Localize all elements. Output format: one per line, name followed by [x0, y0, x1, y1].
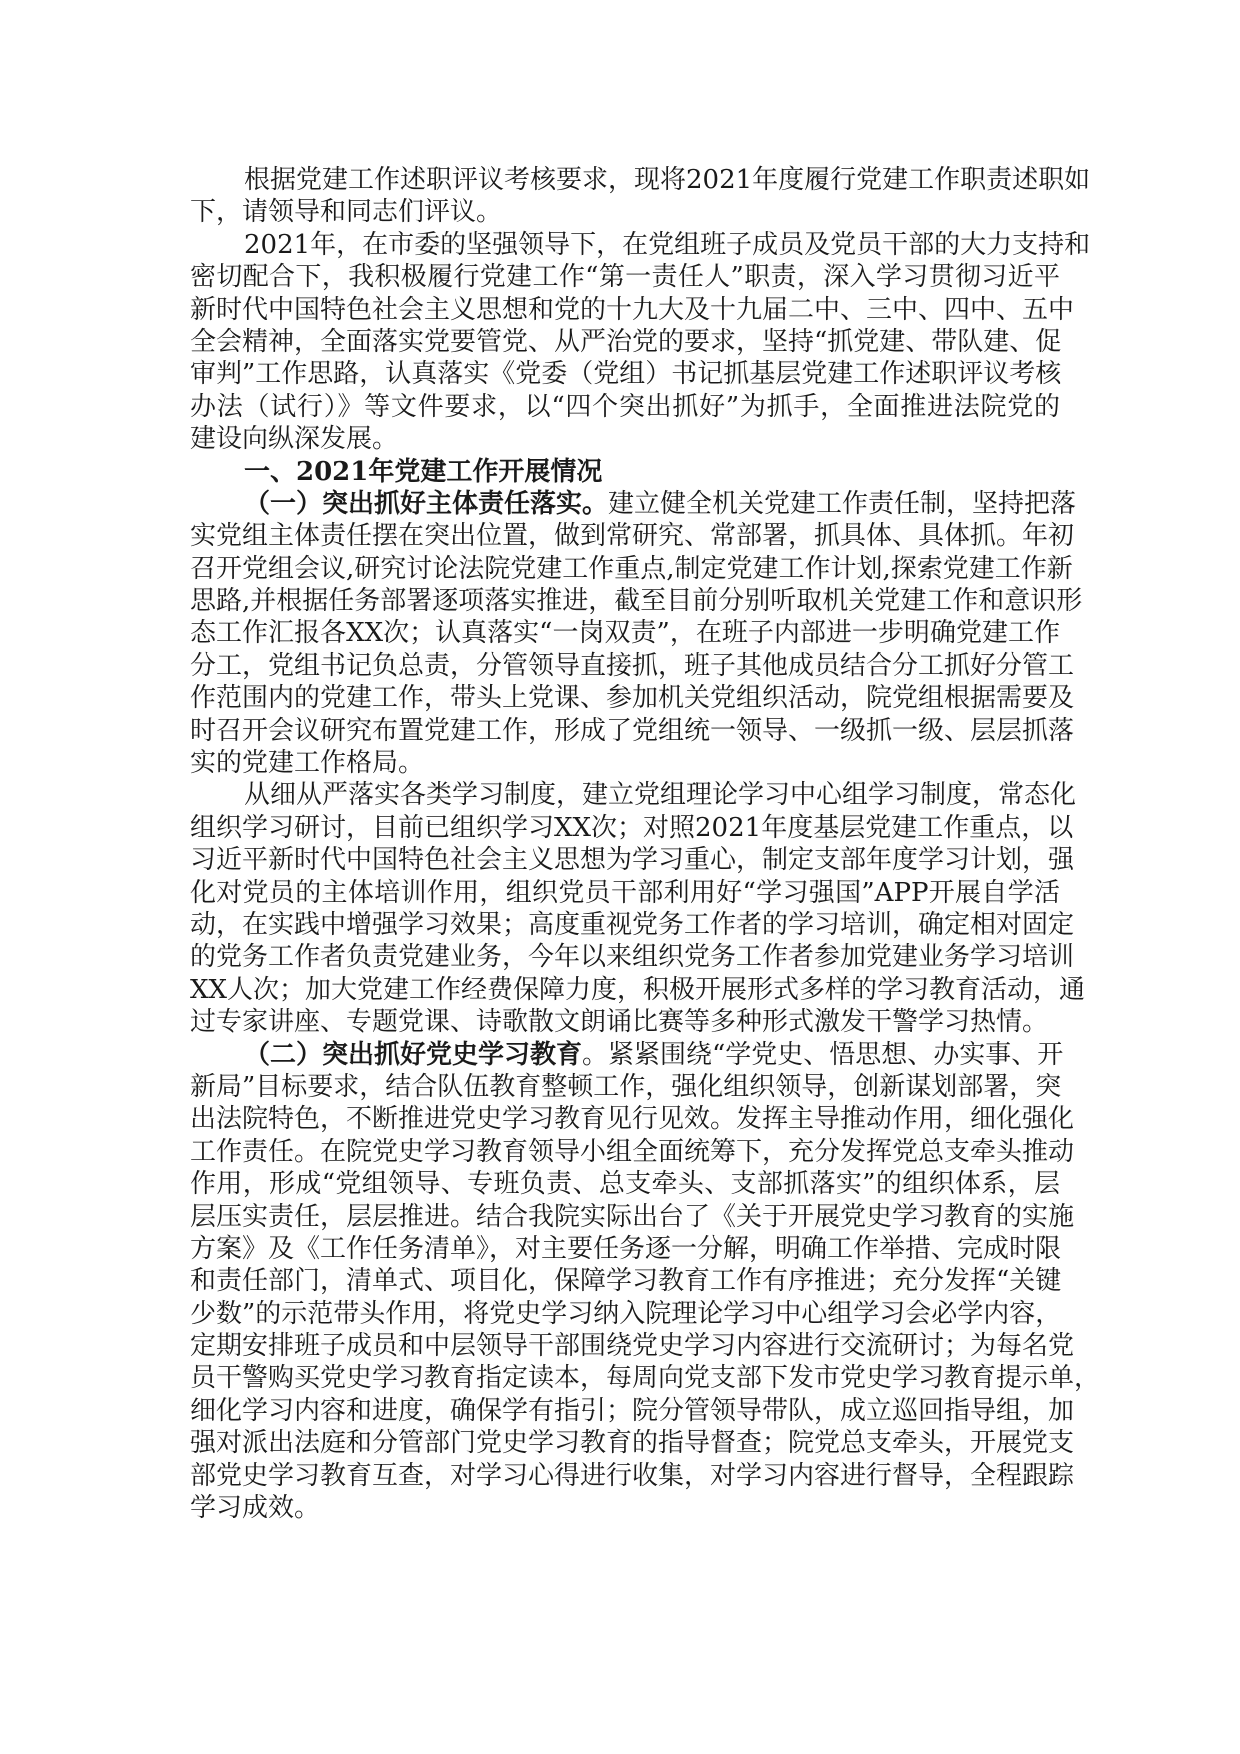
text-line: 思路,并根据任务部署逐项落实推进，截至目前分别听取机关党建工作和意识形	[190, 586, 1083, 617]
text-line: 审判”工作思路，认真落实《党委（党组）书记抓基层党建工作述职评议考核	[190, 359, 1062, 390]
text-line: 和责任部门，清单式、项目化，保障学习教育工作有序推进；充分发挥“关键	[190, 1266, 1062, 1297]
text-line: 员干警购买党史学习教育指定读本，每周向党支部下发市党史学习教育提示单，	[190, 1363, 1101, 1394]
text-line: 方案》及《工作任务清单》，对主要任务逐一分解，明确工作举措、完成时限	[190, 1233, 1062, 1264]
text-line: 习近平新时代中国特色社会主义思想为学习重心，制定支部年度学习计划，强	[190, 845, 1075, 876]
text-line: 新时代中国特色社会主义思想和党的十九大及十九届二中、三中、四中、五中	[190, 294, 1075, 325]
text-line: 组织学习研讨，目前已组织学习XX次；对照2021年度基层党建工作重点，以	[190, 812, 1074, 843]
text-line: 下，请领导和同志们评议。	[190, 197, 503, 228]
text-line: 化对党员的主体培训作用，组织党员干部利用好“学习强国”APP开展自学活	[190, 877, 1060, 908]
paragraph	[190, 779, 1086, 1038]
paragraph-lead-title: （一）突出抓好主体责任落实。	[244, 488, 609, 519]
text-line: XX人次；加大党建工作经费保障力度，积极开展形式多样的学习教育活动，通	[190, 974, 1086, 1005]
text-line: 新局”目标要求，结合队伍教育整顿工作，强化组织领导，创新谋划部署，突	[190, 1071, 1062, 1102]
section-heading	[190, 456, 1060, 488]
paragraph	[190, 164, 1091, 229]
text-line: 作范围内的党建工作，带头上党课、参加机关党组织活动，院党组根据需要及	[190, 683, 1075, 714]
text-line: 强对派出法庭和分管部门党史学习教育的指导督查；院党总支牵头，开展党支	[190, 1428, 1075, 1459]
text-line: 过专家讲座、专题党课、诗歌散文朗诵比赛等多种形式激发干警学习热情。	[190, 1007, 1049, 1038]
text-line: 少数”的示范带头作用，将党史学习纳入院理论学习中心组学习会必学内容，	[190, 1298, 1062, 1329]
text-line: 办法（试行）》等文件要求，以“四个突出抓好”为抓手，全面推进法院党的	[190, 391, 1060, 422]
text-line: 态工作汇报各XX次；认真落实“一岗双责”，在班子内部进一步明确党建工作	[190, 618, 1060, 649]
paragraph	[190, 1039, 1101, 1525]
text-line	[190, 488, 1077, 520]
text-line: 实的党建工作格局。	[190, 748, 425, 779]
text-line: 根据党建工作述职评议考核要求，现将2021年度履行党建工作职责述职如	[244, 165, 1091, 195]
text-line: 部党史学习教育互查，对学习心得进行收集，对学习内容进行督导，全程跟踪	[190, 1460, 1075, 1491]
text-line: 作用，形成“党组领导、专班负责、总支牵头、支部抓落实”的组织体系，层	[190, 1169, 1060, 1200]
text-line	[190, 1039, 1064, 1071]
text-line: 分工，党组书记负总责，分管领导直接抓，班子其他成员结合分工抓好分管工	[190, 650, 1075, 681]
text-line: 出法院特色，不断推进党史学习教育见行见效。发挥主导推动作用，细化强化	[190, 1104, 1075, 1135]
line-text: 。紧紧围绕“学党史、悟思想、办实事、开	[582, 1039, 1064, 1070]
line-text: 建立健全机关党建工作责任制，坚持把落	[608, 488, 1077, 519]
paragraph	[190, 229, 1091, 456]
text-line: 从细从严落实各类学习制度，建立党组理论学习中心组学习制度，常态化	[244, 780, 1077, 811]
document-body	[190, 164, 1101, 1524]
paragraph	[190, 488, 1083, 780]
text-line: 召开党组会议,研究讨论法院党建工作重点,制定党建工作计划,探索党建工作新	[190, 553, 1073, 584]
text-line: 一、2021年党建工作开展情况	[244, 456, 603, 487]
text-line: 细化学习内容和进度，确保学有指引；院分管领导带队，成立巡回指导组，加	[190, 1395, 1075, 1426]
text-line: 实党组主体责任摆在突出位置，做到常研究、常部署，抓具体、具体抓。年初	[190, 521, 1075, 552]
text-line: 密切配合下，我积极履行党建工作“第一责任人”职责，深入学习贯彻习近平	[190, 262, 1060, 293]
text-line: 时召开会议研究布置党建工作，形成了党组统一领导、一级抓一级、层层抓落	[190, 715, 1075, 746]
text-line: 全会精神，全面落实党要管党、从严治党的要求，坚持“抓党建、带队建、促	[190, 326, 1062, 357]
text-line: 工作责任。在院党史学习教育领导小组全面统筹下，充分发挥党总支牵头推动	[190, 1136, 1075, 1167]
text-line: 层压实责任，层层推进。结合我院实际出台了《关于开展党史学习教育的实施	[190, 1201, 1075, 1232]
paragraph-lead-title: （二）突出抓好党史学习教育	[244, 1039, 583, 1070]
text-line: 建设向纵深发展。	[190, 424, 399, 455]
text-line: 2021年，在市委的坚强领导下，在党组班子成员及党员干部的大力支持和	[244, 229, 1091, 260]
text-line: 动，在实践中增强学习效果；高度重视党务工作者的学习培训，确定相对固定	[190, 909, 1075, 940]
text-line: 学习成效。	[190, 1493, 321, 1524]
text-line: 定期安排班子成员和中层领导干部围绕党史学习内容进行交流研讨；为每名党	[190, 1331, 1075, 1362]
text-line: 的党务工作者负责党建业务，今年以来组织党务工作者参加党建业务学习培训	[190, 942, 1075, 973]
